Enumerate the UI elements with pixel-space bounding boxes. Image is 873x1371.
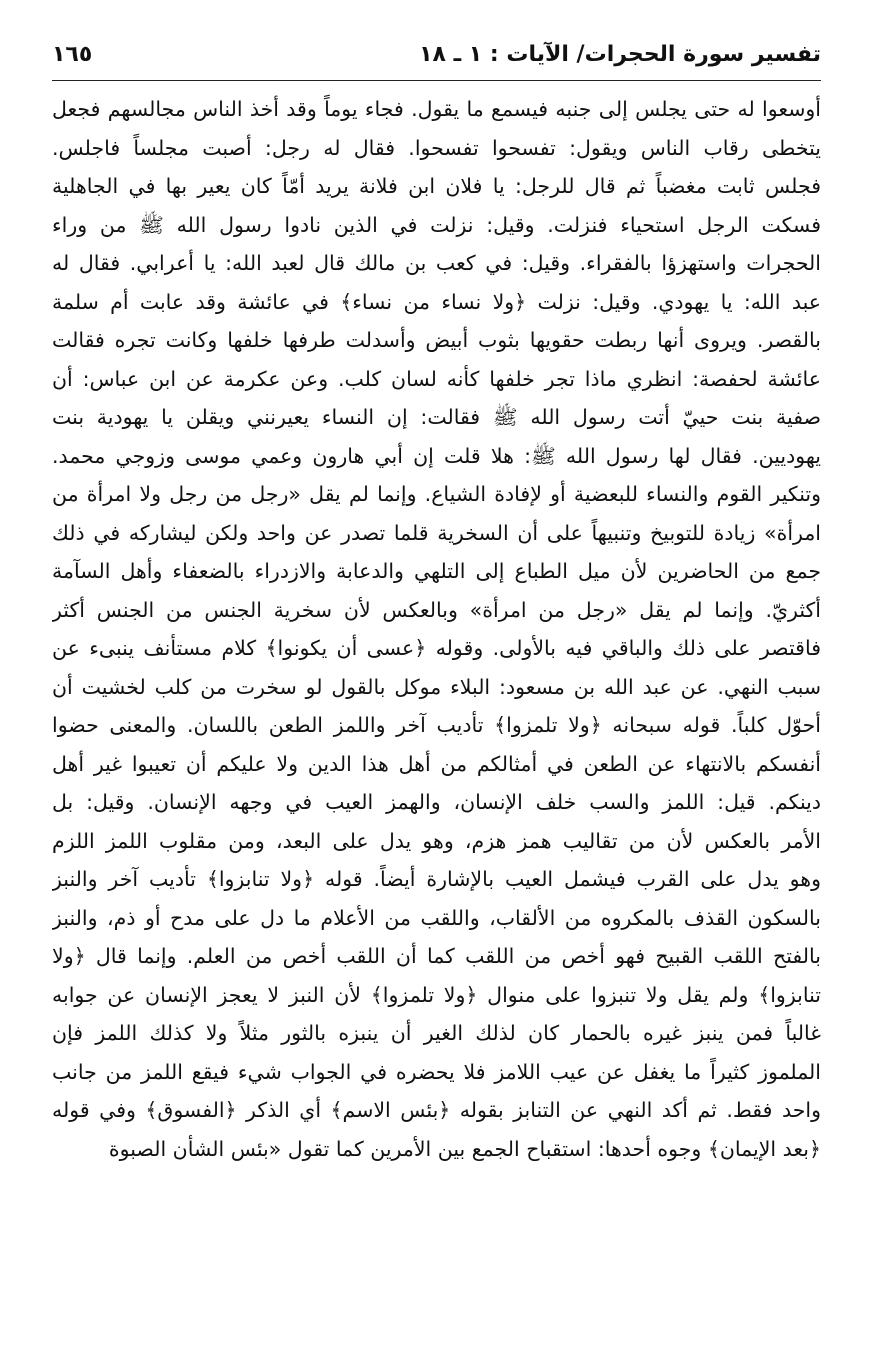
text-line: الأمر بالعكس لأن من تقاليب همز هزم، وهو يدل على البعد، ومن مقلوب اللمز اللزم [52, 828, 821, 853]
body-text [52, 90, 821, 1168]
text-line: دينكم. قيل: اللمز والسب خلف الإنسان، والهمز العيب في وجهه الإنسان. وقيل: بل [52, 790, 821, 814]
text-line: جمع من الحاضرين لأن ميل الطباع إلى التلهي والدعابة والازدراء بالضعفاء وأهل السآمة [52, 559, 821, 583]
text-line: أكثريّ. وإنما لم يقل «رجل من امرأة» وبالعكس لأن سخرية الجنس من الجنس أكثر [52, 597, 821, 622]
text-line: امرأة» زيادة للتوبيخ وتنبيهاً على أن السخرية قلما تصدر عن واحد ولكن ليشاركه في ذلك [52, 520, 821, 545]
text-line: يهوديين. فقال لها رسول الله ﷺ: هلا قلت إن أبي هارون وعمي موسى وزوجي محمد. [52, 443, 821, 468]
running-title: تفسير سورة الحجرات/ الآيات : ١ ـ ١٨ [419, 42, 821, 67]
text-line: واحد فقط. ثم أكد النهي عن التنابز بقوله ﴿بئس الاسم﴾ أي الذكر ﴿الفسوق﴾ وفي قوله [52, 1098, 821, 1122]
page-header [52, 42, 821, 82]
text-line: فجلس ثابت مغضباً ثم قال للرجل: يا فلان ابن فلانة يريد أمّاً كان يعير بها في الجاهلية [52, 174, 821, 198]
text-line: فاقتصر على ذلك والباقي فيه بالأولى. وقوله ﴿عسى أن يكونوا﴾ كلام مستأنف ينبىء عن [52, 636, 821, 660]
text-line: تنابزوا﴾ ولم يقل ولا تنبزوا على منوال ﴿ولا تلمزوا﴾ لأن النبز لا يعجز الإنسان عن جوابه [52, 982, 821, 1007]
text-line: غالباً فمن ينبز غيره بالحمار كان لذلك الغير أن ينبزه بالثور مثلاً ولا كذلك اللمز فإن [52, 1021, 821, 1045]
text-line: عائشة لحفصة: انظري ماذا تجر خلفها كأنه لسان كلب. وعن عكرمة عن ابن عباس: أن [52, 366, 821, 391]
header-divider [52, 80, 821, 81]
text-line: الملموز كثيراً ما يغفل عن عيب اللامز فلا يحضره في الجواب شيء فيقع اللمز من جانب [52, 1059, 821, 1084]
text-line: بالقصر. ويروى أنها ربطت حقويها بثوب أبيض وأسدلت طرفها خلفها وكانت تجره فقالت [52, 328, 821, 352]
text-line: ﴿بعد الإيمان﴾ وجوه أحدها: استقباح الجمع بين الأمرين كما تقول «بئس الشأن الصبوة [108, 1136, 821, 1161]
text-line: فسكت الرجل استحياء فنزلت. وقيل: نزلت في الذين نادوا رسول الله ﷺ من وراء [52, 212, 821, 237]
text-line: أحوّل كلباً. قوله سبحانه ﴿ولا تلمزوا﴾ تأديب آخر واللمز الطعن باللسان. والمعنى حضوا [52, 713, 821, 737]
text-line: وتنكير القوم والنساء للبعضية أو لإفادة الشياع. وإنما لم يقل «رجل من رجل ولا امرأة من [52, 482, 821, 506]
text-line: بالسكون القذف بالمكروه من الألقاب، واللقب من الأعلام ما دل على مدح أو ذم، والنبز [52, 905, 821, 930]
text-line: الحجرات واستهزؤا بالفقراء. وقيل: في كعب بن مالك قال لعبد الله: يا أعرابي. فقال له [52, 251, 821, 275]
text-line: وهو يدل على القرب فيشمل العيب بالإشارة أيضاً. قوله ﴿ولا تنابزوا﴾ تأديب آخر والنبز [52, 867, 821, 891]
text-line: سبب النهي. عن عبد الله بن مسعود: البلاء موكل بالقول لو سخرت من كلب لخشيت أن [52, 674, 821, 699]
text-line: صفية بنت حييّ أتت رسول الله ﷺ فقالت: إن النساء يعيرنني ويقلن يا يهودية بنت [52, 405, 821, 429]
text-line: يتخطى رقاب الناس ويقول: تفسحوا تفسحوا. فقال له رجل: أصبت مجلساً فاجلس. [52, 135, 821, 160]
page-number: ١٦٥ [52, 42, 93, 67]
text-line: أنفسكم بالانتهاء عن الطعن في أمثالكم من أهل هذا الدين ولا عليكم أن تعيبوا غير أهل [52, 751, 821, 776]
text-line: بالفتح اللقب القبيح فهو أخص من اللقب كما أن اللقب أخص من العلم. وإنما قال ﴿ولا [52, 944, 821, 968]
text-line: عبد الله: يا يهودي. وقيل: نزلت ﴿ولا نساء من نساء﴾ في عائشة وقد عابت أم سلمة [52, 289, 821, 314]
text-line: أوسعوا له حتى يجلس إلى جنبه فيسمع ما يقول. فجاء يوماً وقد أخذ الناس مجالسهم فجعل [52, 97, 821, 121]
